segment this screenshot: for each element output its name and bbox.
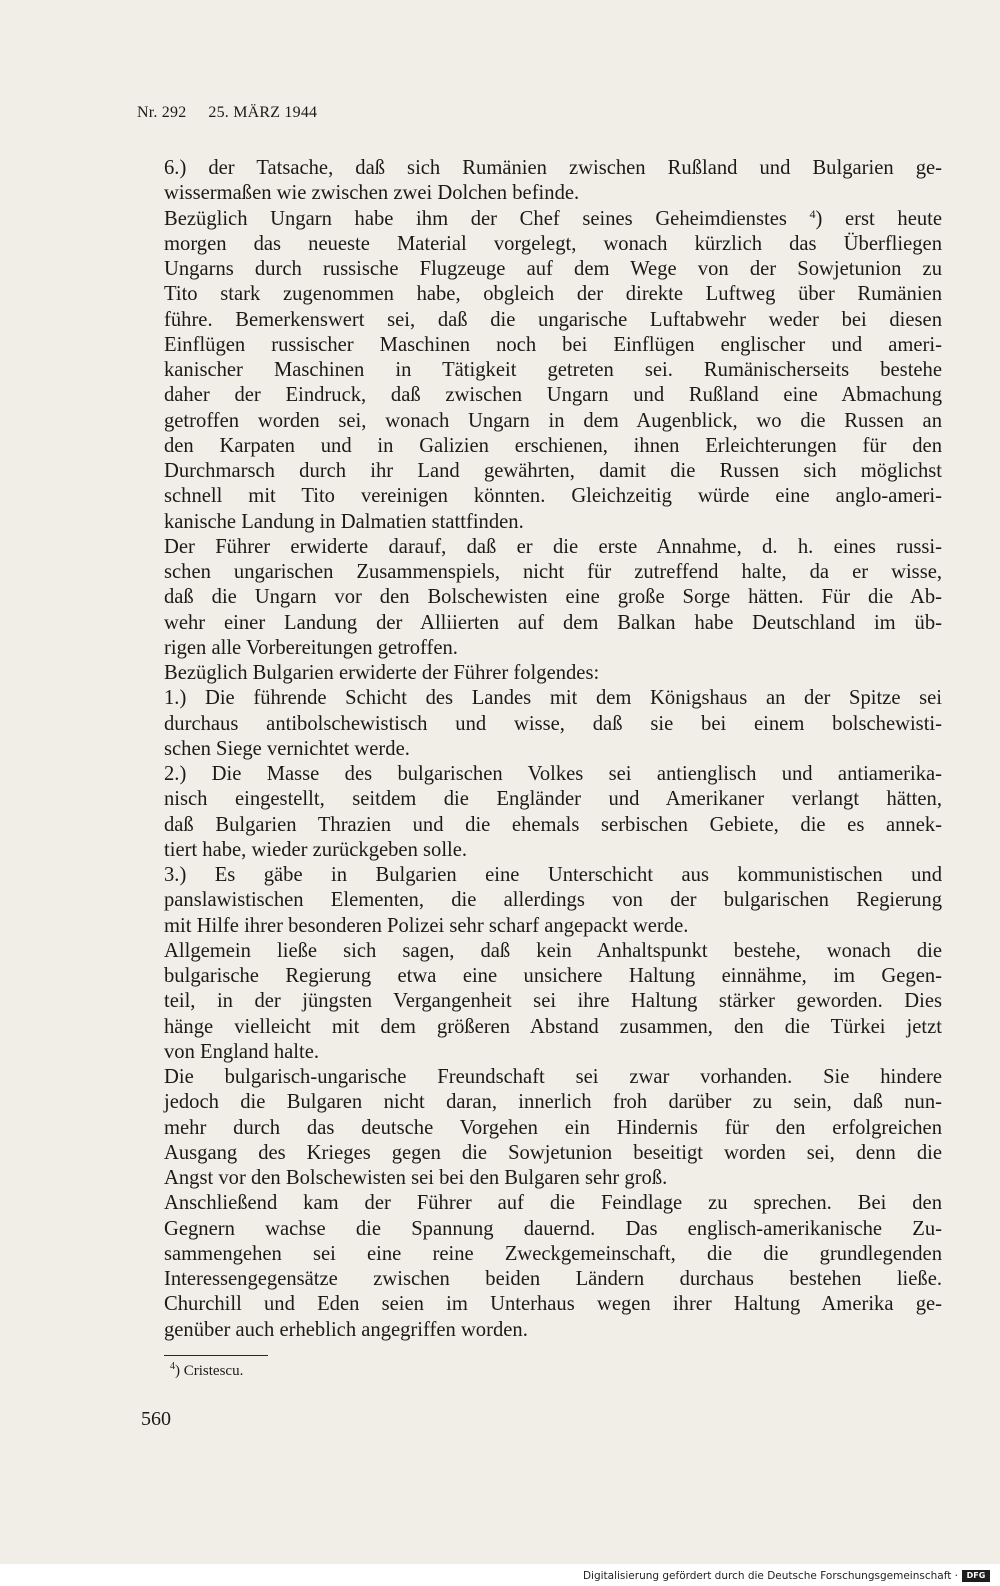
text-line: kanischer Maschinen in Tätigkeit getreten sei. Rumänischerseits bestehe [164, 359, 942, 381]
text-line: 1.) Die führende Schicht des Landes mit dem Königshaus an der Spitze sei [164, 687, 942, 710]
running-head [137, 104, 317, 122]
text-line: schnell mit Tito vereinigen könnten. Gleichzeitig würde eine anglo-ameri- [164, 485, 942, 508]
text-line: mehr durch das deutsche Vorgehen ein Hindernis für den erfolgreichen [164, 1116, 942, 1139]
text-line: den Karpaten und in Galizien erschienen, ihnen Erleichterungen für den [164, 434, 942, 457]
text-line: wissermaßen wie zwischen zwei Dolchen befinde. [164, 182, 580, 205]
text-line: daß Bulgarien Thrazien und die ehemals serbischen Gebiete, die es annek- [164, 813, 942, 836]
text-line: getroffen worden sei, wonach Ungarn in dem Augenblick, wo die Russen an [164, 409, 942, 432]
text-line: Gegnern wachse die Spannung dauernd. Das englisch-amerikanische Zu- [164, 1217, 942, 1240]
text-line: wehr einer Landung der Alliierten auf dem Balkan habe Deutschland im üb- [164, 611, 942, 634]
text-line: Interessengegensätze zwischen beiden Ländern durchaus bestehen ließe. [164, 1268, 942, 1290]
page-number: 560 [141, 1408, 171, 1430]
text-line: rigen alle Vorbereitungen getroffen. [164, 636, 458, 659]
text-line: sammengehen sei eine reine Zweckgemeinschaft, die die grundlegenden [164, 1242, 942, 1265]
text-line: daher der Eindruck, daß zwischen Ungarn und Rußland eine Abmachung [164, 384, 942, 407]
text-line: durchaus antibolschewistisch und wisse, daß sie bei einem bolschewisti- [164, 712, 942, 735]
text-line: morgen das neueste Material vorgelegt, wonach kürzlich das Überfliegen [164, 232, 942, 255]
text-line: Angst vor den Bolschewisten sei bei den Bulgaren sehr groß. [164, 1167, 668, 1189]
text-line: teil, in der jüngsten Vergangenheit sei ihre Haltung stärker geworden. Dies [164, 990, 942, 1013]
text-line: Tito stark zugenommen habe, obgleich der direkte Luftweg über Rumänien [164, 283, 942, 306]
text-line: 3.) Es gäbe in Bulgarien eine Unterschicht aus kommunistischen und [164, 864, 942, 886]
body-text [164, 156, 942, 1343]
text-line: hänge vielleicht mit dem größeren Abstand zusammen, den die Türkei jetzt [164, 1015, 942, 1038]
dfg-logo-icon: DFG [962, 1570, 990, 1582]
text-line: mit Hilfe ihrer besonderen Polizei sehr scharf angepackt werde. [164, 914, 689, 937]
text-line: führe. Bemerkenswert sei, daß die ungarische Luftabwehr weder bei diesen [164, 308, 942, 331]
text-line: von England halte. [164, 1040, 319, 1063]
text-line: Durchmarsch durch ihr Land gewährten, damit die Russen sich möglichst [164, 460, 942, 482]
text-line: Anschließend kam der Führer auf die Feindlage zu sprechen. Bei den [164, 1192, 942, 1215]
text-line: Die bulgarisch-ungarische Freundschaft sei zwar vorhanden. Sie hindere [164, 1066, 942, 1088]
footnote-divider [164, 1355, 268, 1356]
text-line: Bezüglich Ungarn habe ihm der Chef seines Geheimdienstes $^4$) erst heute [164, 206, 942, 230]
text-line: panslawistischen Elementen, die allerdings von der bulgarischen Regierung [164, 889, 942, 912]
text-line: tiert habe, wieder zurückgeben solle. [164, 838, 468, 861]
text-line: schen Siege vernichtet werde. [164, 737, 410, 760]
text-line: jedoch die Bulgaren nicht daran, innerlich froh darüber zu sein, daß nun- [164, 1091, 942, 1114]
text-line: bulgarische Regierung etwa eine unsichere Haltung einnähme, im Gegen- [164, 965, 942, 987]
text-line: nisch eingestellt, seitdem die Engländer und Amerikaner verlangt hätten, [164, 788, 942, 811]
text-line: kanische Landung in Dalmatien stattfinden. [164, 510, 524, 533]
text-line: Bezüglich Bulgarien erwiderte der Führer folgendes: [164, 662, 600, 684]
footnote-text: ) Cristescu. [175, 1363, 244, 1379]
text-line: genüber auch erheblich angegriffen worden. [164, 1318, 528, 1341]
document-number: Nr. 292 [137, 104, 187, 121]
footnote-ref: 4 [809, 206, 816, 221]
text-line: Allgemein ließe sich sagen, daß kein Anhaltspunkt bestehe, wonach die [164, 939, 942, 962]
text-line: Ungarns durch russische Flugzeuge auf dem Wege von der Sowjetunion zu [164, 258, 942, 280]
text-line: daß die Ungarn vor den Bolschewisten eine große Sorge hätten. Für die Ab- [164, 586, 942, 609]
text-line: Der Führer erwiderte darauf, daß er die erste Annahme, d. h. eines russi- [164, 535, 942, 558]
text-line: Ausgang des Krieges gegen die Sowjetunion beseitigt worden sei, denn die [164, 1141, 942, 1164]
text-line: Churchill und Eden seien im Unterhaus wegen ihrer Haltung Amerika ge- [164, 1293, 942, 1316]
text-line: schen ungarischen Zusammenspiels, nicht für zutreffend halte, da er wisse, [164, 561, 942, 583]
document-date: 25. MÄRZ 1944 [208, 104, 318, 121]
digitization-note: Digitalisierung gefördert durch die Deutsche Forschungsgemeinschaft · [582, 1570, 958, 1582]
text-line: 2.) Die Masse des bulgarischen Volkes sei antienglisch und antiamerika- [164, 763, 942, 785]
footnote-marker: 4 [170, 1361, 175, 1372]
text-line: 6.) der Tatsache, daß sich Rumänien zwischen Rußland und Bulgarien ge- [164, 157, 942, 179]
footnote [170, 1361, 243, 1380]
text-line: Einflügen russischer Maschinen noch bei Einflügen englischer und ameri- [164, 333, 942, 356]
